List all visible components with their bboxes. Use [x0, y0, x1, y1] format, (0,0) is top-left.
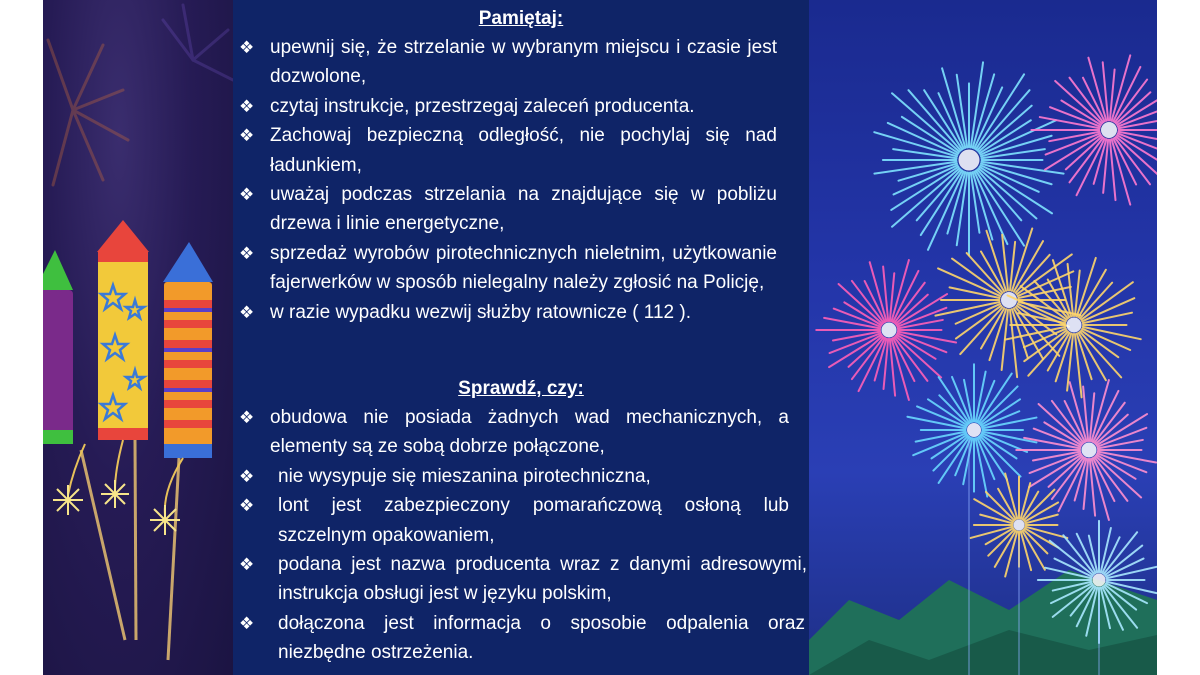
- firework-burst: [1031, 55, 1157, 204]
- safety-text-panel: [233, 0, 809, 675]
- rockets-illustration: [43, 0, 233, 675]
- diamond-bullet-icon: ❖: [239, 555, 255, 575]
- list-item: [233, 298, 809, 327]
- firework-burst: [907, 364, 1036, 496]
- section-heading-remember: Pamiętaj:: [478, 8, 564, 29]
- check-list: [233, 403, 809, 668]
- list-item: [233, 491, 809, 550]
- list-item: [233, 609, 809, 668]
- list-item: [233, 121, 809, 180]
- remember-list: [233, 33, 809, 327]
- firework-rockets-icon: [43, 0, 233, 675]
- list-item-text: dołączona jest informacja o sposobie odpalenia oraz niezbędne ostrzeżenia.: [278, 612, 805, 664]
- firework-burst: [874, 62, 1063, 255]
- firework-burst: [935, 228, 1080, 377]
- diamond-bullet-icon: ❖: [239, 302, 255, 322]
- diamond-bullet-icon: ❖: [239, 243, 255, 263]
- diamond-bullet-icon: ❖: [239, 613, 255, 633]
- list-item: [233, 92, 809, 121]
- diamond-bullet-icon: ❖: [239, 96, 255, 116]
- list-item-text: Zachowaj bezpieczną odległość, nie pochylaj się nad ładunkiem,: [270, 125, 777, 176]
- diamond-bullet-icon: ❖: [239, 126, 255, 146]
- diamond-bullet-icon: ❖: [239, 466, 255, 486]
- list-item-text: w razie wypadku wezwij służby ratownicze ( 112 ).: [270, 301, 691, 323]
- list-item-text: podana jest nazwa producenta wraz z danymi adresowymi, instrukcja obsługi jest w języku polskim,: [278, 554, 807, 605]
- list-item: [233, 462, 809, 491]
- list-item-text: nie wysypuje się mieszanina pirotechniczna,: [278, 465, 651, 487]
- firework-burst: [1016, 380, 1156, 520]
- list-item-text: uważaj podczas strzelania na znajdujące się w pobliżu drzewa i linie energetyczne,: [270, 184, 777, 235]
- fireworks-illustration: [809, 0, 1157, 675]
- list-item-text: upewnij się, że strzelanie w wybranym miejscu i czasie jest dozwolone,: [270, 37, 777, 88]
- list-item: [233, 33, 809, 92]
- list-item: [233, 180, 809, 239]
- diamond-bullet-icon: ❖: [239, 496, 255, 516]
- section-heading-check: Sprawdź, czy:: [458, 378, 584, 399]
- list-item-text: obudowa nie posiada żadnych wad mechanicznych, a elementy są ze sobą dobrze połączone,: [270, 407, 789, 458]
- diamond-bullet-icon: ❖: [239, 185, 255, 205]
- list-item: [233, 550, 809, 609]
- list-item: [233, 239, 809, 298]
- diamond-bullet-icon: ❖: [239, 38, 255, 57]
- list-item-text: czytaj instrukcje, przestrzegaj zaleceń producenta.: [270, 95, 695, 117]
- diamond-bullet-icon: ❖: [239, 408, 255, 427]
- list-item: [233, 403, 809, 462]
- firework-burst: [816, 260, 956, 400]
- list-item-text: lont jest zabezpieczony pomarańczową osłoną lub szczelnym opakowaniem,: [278, 495, 789, 546]
- fireworks-bursts-icon: [809, 0, 1157, 675]
- list-item-text: sprzedaż wyrobów pirotechnicznych nieletnim, użytkowanie fajerwerków w sposób nielegalny należy zgłosić na Policję,: [270, 242, 777, 294]
